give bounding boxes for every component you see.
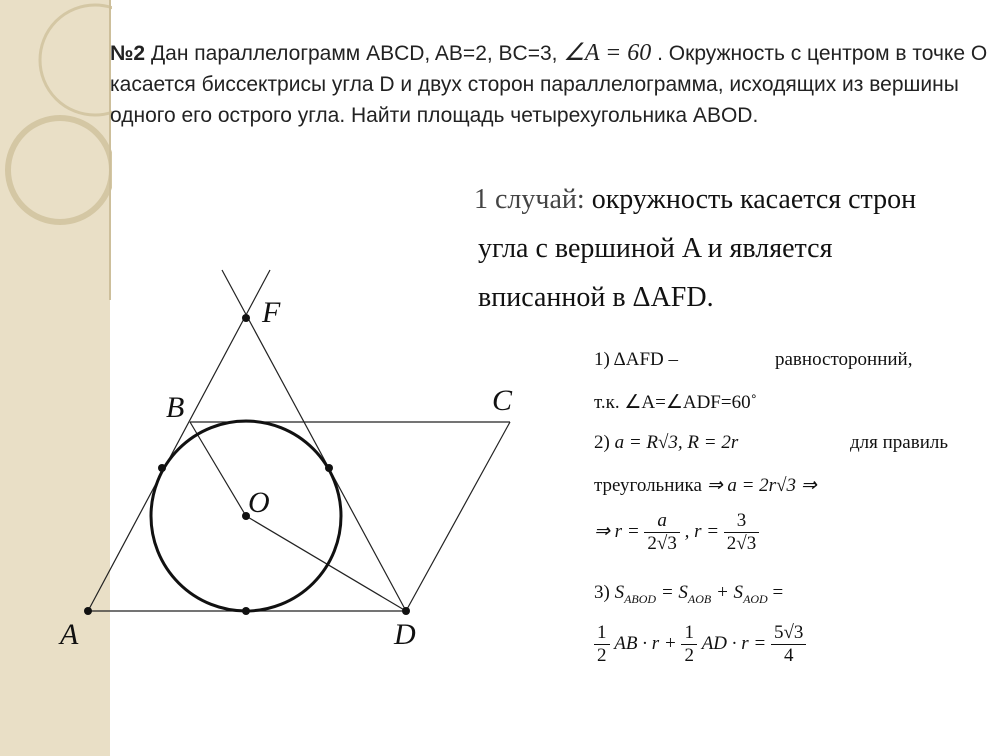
r-expression-2: , r = (684, 520, 720, 542)
area-sub-aod: AOD (743, 591, 768, 606)
case-line-1-text: окружность касается строн (591, 184, 917, 215)
half2-den: 2 (684, 645, 694, 666)
step-2-number: 2) (594, 432, 610, 453)
problem-number: №2 (110, 42, 146, 65)
solution-step-1b: равносторонний, (775, 349, 913, 370)
term-ad-r: AD · r = (701, 632, 767, 654)
area-plus: + S (711, 582, 744, 603)
problem-statement (110, 38, 990, 131)
step-2-var-a: a (614, 432, 625, 453)
solution-step-2-cont (594, 474, 817, 497)
side-CD (406, 422, 510, 611)
half1-num: 1 (594, 622, 610, 645)
step-2-formula: = R√3, R = 2r (624, 432, 739, 453)
segment-BO (190, 422, 246, 516)
step-2-word: треугольника (594, 475, 702, 496)
area-eq: = S (656, 582, 688, 603)
angle-formula: ∠A = 60 (563, 40, 652, 66)
step-3-number: 3) (594, 582, 610, 603)
term-ab-r: AB · r + (614, 632, 677, 654)
solution-step-3-final (594, 622, 806, 667)
half2-num: 1 (681, 622, 697, 645)
problem-text-start: Дан параллелограмм ABCD, AB=2, BC=3, (150, 42, 558, 65)
frac1-num: a (644, 510, 679, 533)
tangent-point-AD (242, 607, 250, 615)
solution-step-r (594, 510, 759, 555)
line-DF (222, 270, 406, 611)
r-expression: ⇒ r = (594, 520, 640, 542)
result-den: 4 (783, 645, 794, 666)
area-sub-aob: AOB (687, 591, 712, 606)
case-line-3: вписанной в ΔAFD. (478, 282, 714, 313)
label-C: C (492, 384, 513, 417)
geometry-figure (0, 260, 560, 660)
frac1-den: 2√3 (647, 533, 677, 554)
area-sub-abod: ABOD (624, 591, 657, 606)
point-A (84, 607, 92, 615)
fraction-result (771, 622, 806, 667)
label-F: F (262, 296, 281, 329)
segment-OD (246, 516, 406, 611)
frac2-den: 2√3 (726, 533, 757, 554)
fraction-3-over-2root3 (724, 510, 759, 555)
case-line-2: угла с вершиной A и является (478, 233, 833, 264)
tangent-point-DF (325, 464, 333, 472)
step-2-result: ⇒ a = 2r√3 ⇒ (706, 475, 817, 496)
label-D: D (394, 618, 416, 651)
solution-step-1c: т.к. ∠A=∠ADF=60˚ (594, 392, 757, 413)
point-F (242, 314, 250, 322)
solution-step-1a: 1) ΔAFD – (594, 349, 679, 370)
point-D (402, 607, 410, 615)
area-end: = (767, 582, 784, 603)
fraction-half-2 (681, 622, 697, 667)
label-B: B (166, 391, 185, 424)
solution-step-2 (594, 432, 738, 454)
area-symbol: S (614, 582, 625, 603)
solution-step-3 (594, 582, 783, 607)
frac2-num: 3 (724, 510, 759, 533)
tangent-point-AF (158, 464, 166, 472)
half1-den: 2 (597, 645, 607, 666)
problem-text-end: . Окружность с центром в точке O касается биссектрисы угла D и двух сторон параллелограмма, исходящих из вершины одного его острого угла. Найти площадь четырехугольника ABOD. (110, 42, 988, 127)
fraction-a-over-2root3 (644, 510, 679, 555)
decorative-circles (0, 0, 112, 300)
label-A: A (60, 618, 79, 651)
case-label: 1 случай: (474, 184, 585, 215)
line-AF (88, 270, 270, 611)
label-O: O (248, 486, 270, 519)
solution-step-2-tail: для правиль (850, 432, 949, 453)
fraction-half-1 (594, 622, 610, 667)
result-num: 5√3 (771, 622, 806, 645)
case-line-1 (474, 184, 916, 216)
